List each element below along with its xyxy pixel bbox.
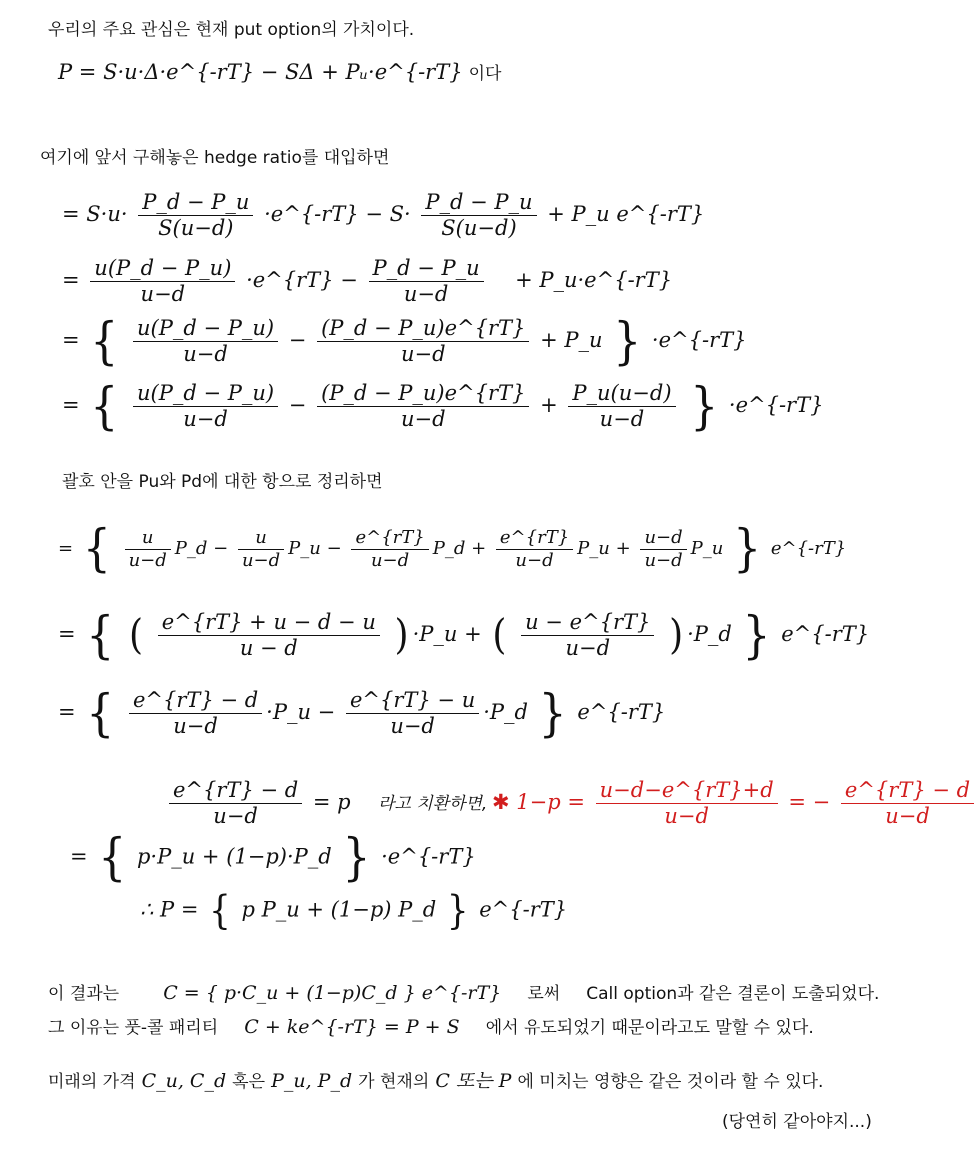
- step3-fraction-1: [133, 318, 278, 365]
- r1-b-num: u: [238, 529, 284, 550]
- r1-e-num: u−d: [640, 529, 686, 550]
- equals-sign: =: [70, 844, 88, 869]
- r3-fraction-a: [129, 690, 262, 737]
- c2-a: 그 이유는 풋-콜 패리티: [48, 1018, 219, 1038]
- equals-sign: =: [62, 268, 80, 292]
- intro-equation-line: [58, 62, 501, 83]
- r2-b-den: u−d: [565, 636, 611, 660]
- r2-fraction-b: [521, 612, 654, 659]
- step2-tail: + P_u·e^{-rT}: [515, 268, 673, 292]
- red-note-num-1: u−d−e^{rT}+d: [596, 780, 778, 804]
- r1-d-num: e^{rT}: [496, 529, 573, 550]
- red-note-fraction-1: [596, 780, 778, 827]
- minus-sign: −: [288, 328, 307, 352]
- hedge-sentence: 여기에 앞서 구해놓은 hedge ratio를 대입하면: [40, 148, 390, 168]
- left-brace: {: [82, 519, 111, 578]
- c1-a: 이 결과는: [48, 984, 120, 1004]
- c3-a: 미래의 가격: [48, 1072, 136, 1092]
- right-brace: }: [538, 683, 567, 743]
- step2-mid: ·e^{rT} −: [246, 268, 358, 292]
- r3-b-num: e^{rT} − u: [346, 690, 479, 714]
- r1-fraction-b: [238, 526, 284, 571]
- r1-d-den: u−d: [515, 549, 554, 571]
- r2-b-var: ·P_d: [687, 622, 732, 646]
- step2-fraction-1: [90, 258, 235, 305]
- left-brace: {: [90, 311, 119, 371]
- rearrange-step-3: [58, 683, 666, 743]
- equals-sign: =: [62, 328, 80, 352]
- plus-sign: +: [471, 538, 487, 559]
- right-brace: }: [690, 376, 719, 436]
- step2-den-1: u−d: [140, 282, 186, 306]
- equals-sign: =: [62, 393, 80, 417]
- step2-den-2: u−d: [403, 282, 449, 306]
- r1-after: e^{-rT}: [770, 538, 847, 559]
- c3-eq1: C_u, C_d: [141, 1070, 227, 1092]
- step1-den-1: S(u−d): [158, 216, 234, 240]
- r1-fraction-d: [496, 526, 573, 571]
- conclusion-line-1: [48, 984, 879, 1003]
- step3-den-2: u−d: [400, 342, 446, 366]
- plus-sign: +: [615, 538, 631, 559]
- step3-num-1: u(P_d − P_u): [133, 318, 278, 342]
- r1-fraction-a: [125, 526, 171, 571]
- step3-after: ·e^{-rT}: [651, 328, 747, 352]
- subst-num: e^{rT} − d: [169, 780, 302, 804]
- r2-a-den: u − d: [239, 636, 298, 660]
- r2-a-var: ·P_u +: [412, 622, 482, 646]
- r1-c-den: u−d: [370, 549, 410, 571]
- substitution-line: [165, 780, 487, 827]
- r1-d-var: P_u: [577, 538, 610, 559]
- red-note-den-2: u−d: [885, 804, 930, 828]
- therefore-prefix: ∴ P =: [140, 897, 199, 922]
- red-note-lhs: 1−p =: [516, 790, 585, 814]
- r2-fraction-a: [158, 612, 380, 659]
- c3-c: 가 현재의: [358, 1072, 430, 1092]
- left-brace: {: [98, 828, 127, 887]
- r1-a-num: u: [125, 529, 171, 550]
- r2-b-num: u − e^{rT}: [521, 612, 654, 636]
- r3-after: e^{-rT}: [577, 700, 666, 724]
- step1-fraction-1: [138, 192, 253, 239]
- r1-fraction-c: [351, 526, 428, 571]
- red-note-num-2: e^{rT} − d: [841, 780, 974, 804]
- step4-fraction-2: [317, 383, 529, 430]
- r1-c-var: P_d: [432, 538, 466, 559]
- step1-num-2: P_d − P_u: [421, 192, 536, 216]
- hedge-step-4: [62, 376, 824, 436]
- intro-equation-suffix: 이다: [468, 64, 502, 84]
- step4-fraction-1: [133, 383, 278, 430]
- equals-sign: =: [58, 538, 74, 559]
- result-line2-body: p P_u + (1−p) P_d: [241, 897, 437, 922]
- right-brace: }: [733, 519, 762, 578]
- c1-c: Call option과 같은 결론이 도출되었다.: [586, 984, 880, 1004]
- red-note-mid: = −: [788, 790, 831, 814]
- subst-den: u−d: [213, 804, 258, 828]
- c1-eq: C = { p·C_u + (1−p)C_d } e^{-rT}: [163, 982, 502, 1004]
- result-line1-after: ·e^{-rT}: [381, 844, 476, 869]
- step1-mid: ·e^{-rT} − S·: [264, 202, 411, 226]
- subst-text: 라고 치환하면,: [377, 794, 488, 814]
- r3-b-var: ·P_d: [483, 700, 528, 724]
- r1-b-den: u−d: [241, 549, 281, 571]
- step1-den-2: S(u−d): [441, 216, 517, 240]
- left-paren: (: [492, 611, 507, 659]
- step3-tail: + P_u: [540, 328, 603, 352]
- step1-tail: + P_u e^{-rT}: [547, 202, 705, 226]
- r1-e-den: u−d: [644, 549, 683, 571]
- step3-fraction-2: [317, 318, 529, 365]
- red-note: [492, 780, 978, 827]
- r1-c-num: e^{rT}: [351, 529, 428, 550]
- step2-fraction-2: [369, 258, 484, 305]
- left-brace: {: [90, 376, 119, 436]
- r2-after: e^{-rT}: [781, 622, 870, 646]
- r1-b-var: P_u: [288, 538, 321, 559]
- conclusion-aside: (당연히 같아야지...): [722, 1112, 872, 1132]
- r1-a-var: P_d: [174, 538, 208, 559]
- step4-num-3: P_u(u−d): [568, 383, 675, 407]
- rearrange-step-1: [58, 519, 847, 578]
- plus-sign: +: [540, 393, 558, 417]
- step1-prefix: = S·u·: [62, 202, 128, 226]
- step1-num-1: P_d − P_u: [138, 192, 253, 216]
- r1-a-den: u−d: [128, 549, 167, 571]
- minus-sign: −: [213, 538, 229, 559]
- rearrange-sentence: 괄호 안을 Pu와 Pd에 대한 항으로 정리하면: [62, 472, 383, 492]
- right-brace: }: [742, 605, 771, 665]
- step4-num-1: u(P_d − P_u): [133, 383, 278, 407]
- right-paren: ): [394, 611, 409, 659]
- r1-fraction-e: [640, 526, 686, 571]
- c1-b: 로써: [527, 984, 561, 1004]
- c3-d: 에 미치는 영향은 같은 것이라 할 수 있다.: [517, 1072, 824, 1092]
- step2-num-2: P_d − P_u: [369, 258, 484, 282]
- result-line-2: [140, 888, 568, 934]
- c3-b: 혹은: [232, 1072, 266, 1092]
- right-brace: }: [446, 888, 469, 934]
- r1-e-var: P_u: [690, 538, 724, 559]
- r3-b-den: u−d: [390, 714, 435, 738]
- c3-eq2: P_u, P_d: [271, 1070, 353, 1092]
- step3-num-2: (P_d − P_u)e^{rT}: [317, 318, 529, 342]
- subst-fraction: [169, 780, 302, 827]
- step1-fraction-2: [421, 192, 536, 239]
- red-note-den-1: u−d: [664, 804, 709, 828]
- left-brace: {: [86, 605, 115, 665]
- r3-fraction-b: [346, 690, 479, 737]
- red-note-fraction-2: [841, 780, 974, 827]
- step2-num-1: u(P_d − P_u): [90, 258, 235, 282]
- equals-sign: =: [58, 700, 76, 724]
- rearrange-step-2: [58, 605, 870, 665]
- right-brace: }: [342, 828, 371, 887]
- red-star-icon: ✱: [492, 790, 510, 814]
- result-line-1: [70, 828, 476, 887]
- left-brace: {: [209, 888, 231, 934]
- equals-sign: =: [58, 622, 76, 646]
- step4-after: ·e^{-rT}: [728, 393, 824, 417]
- r3-a-den: u−d: [173, 714, 218, 738]
- left-brace: {: [86, 683, 115, 743]
- c3-eq3: C 또는 P: [435, 1070, 512, 1092]
- step4-den-1: u−d: [183, 407, 228, 431]
- right-paren: ): [669, 611, 684, 659]
- intro-equation: P = S·u·Δ·e^{-rT} − SΔ + Pᵤ·e^{-rT}: [58, 60, 463, 84]
- result-line1-body: p·P_u + (1−p)·P_d: [136, 844, 332, 869]
- r3-a-num: e^{rT} − d: [129, 690, 262, 714]
- step4-num-2: (P_d − P_u)e^{rT}: [317, 383, 529, 407]
- step3-den-1: u−d: [183, 342, 228, 366]
- hedge-step-1: [62, 192, 704, 239]
- conclusion-line-2: [48, 1018, 814, 1037]
- minus-sign: −: [288, 393, 307, 417]
- right-brace: }: [613, 311, 642, 371]
- c2-eq: C + ke^{-rT} = P + S: [244, 1016, 460, 1038]
- hedge-step-3: [62, 311, 747, 371]
- left-paren: (: [128, 611, 144, 659]
- step4-den-3: u−d: [599, 407, 645, 431]
- result-line2-after: e^{-rT}: [479, 897, 568, 922]
- c2-b: 에서 유도되었기 때문이라고도 말할 수 있다.: [485, 1018, 814, 1038]
- minus-sign: −: [326, 538, 342, 559]
- intro-sentence: 우리의 주요 관심은 현재 put option의 가치이다.: [48, 20, 415, 40]
- step4-den-2: u−d: [400, 407, 446, 431]
- step4-fraction-3: [568, 383, 675, 430]
- conclusion-line-3: [48, 1072, 823, 1091]
- subst-eq: = p: [312, 790, 351, 814]
- hedge-step-2: [62, 258, 672, 305]
- r2-a-num: e^{rT} + u − d − u: [158, 612, 380, 636]
- r3-a-var: ·P_u −: [266, 700, 336, 724]
